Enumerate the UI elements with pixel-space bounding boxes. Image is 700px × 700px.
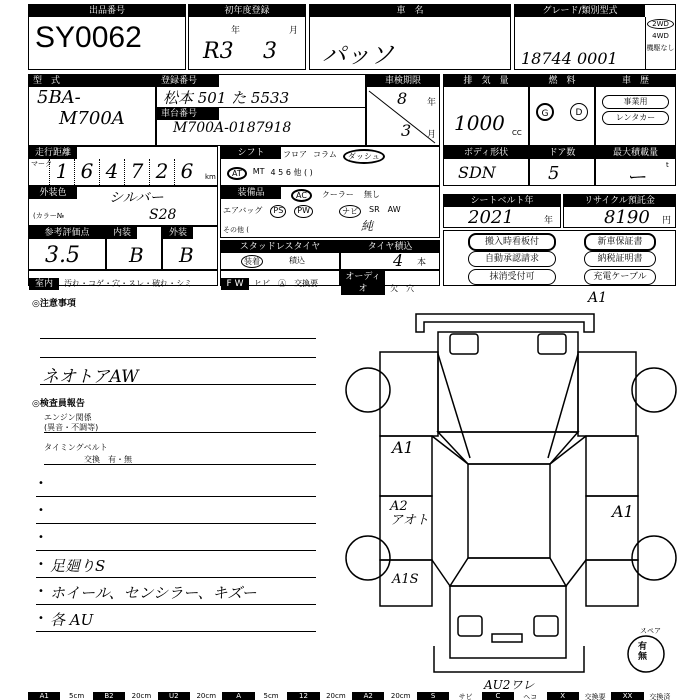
doc-cable: 充電ケーブル — [584, 269, 656, 285]
lot-number: SY0062 — [35, 21, 142, 54]
score-label: 参考評価点 — [29, 227, 105, 239]
wheel-front-left — [346, 368, 390, 412]
legend-cell: 交換済 — [649, 693, 671, 700]
bullet-dot: • — [38, 559, 44, 570]
legend-cell: 20cm — [326, 692, 346, 700]
mileage-label: 走行距離 — [29, 147, 77, 159]
doors-label: ドア数 — [530, 147, 594, 159]
wheel-front-right — [632, 368, 676, 412]
equipment-label: 装備品 — [221, 187, 281, 199]
wheel-rear-left — [346, 536, 390, 580]
model-box — [309, 4, 511, 70]
windshield-label: F W — [221, 278, 249, 290]
tires-box — [340, 240, 440, 270]
interior-value: B — [129, 243, 144, 267]
inspector-bullet — [36, 524, 316, 551]
inspection-label: 車検期限 — [367, 75, 439, 87]
doc-signboard: 搬入時看板付 — [468, 233, 556, 251]
lot-box — [28, 4, 186, 70]
tires-unit: 本 — [417, 258, 427, 268]
front-door-right — [586, 436, 638, 496]
inspection-box — [366, 74, 440, 146]
headlight-right — [538, 334, 566, 354]
mileage-digit: 2 — [149, 159, 174, 185]
inspection-month: 3 — [401, 121, 412, 140]
history-business: 事業用 — [602, 95, 669, 109]
legend-cell: 交換要 — [584, 693, 606, 700]
body-type-value: SDN — [458, 163, 496, 182]
studless-loaded: 積込 — [289, 256, 305, 265]
mileage-digit: 1 — [49, 159, 74, 185]
legend-cell: 12 — [287, 692, 319, 700]
inspector-timing-exchange: 交換 有・無 — [84, 455, 132, 464]
windshield-text: ヒビ Ⓐ 交換要 — [254, 279, 319, 288]
model-label: 車 名 — [310, 5, 510, 17]
equipment-none: 無し — [363, 190, 380, 199]
exterior-label: 外装 — [163, 227, 193, 239]
grade-value: 18744 0001 — [521, 49, 618, 68]
notes-label: ◎注意事項 — [32, 299, 76, 309]
headlight-left — [450, 334, 478, 354]
equipment-row2 — [223, 205, 401, 218]
history-box — [595, 74, 676, 146]
first-reg-month-unit: 月 — [289, 26, 299, 36]
equipment-airbag: エアバッグ — [223, 206, 263, 215]
mark-right-door: A1 — [612, 502, 634, 521]
shift-gears: 4 5 6 他 ( ) — [270, 168, 313, 177]
rear-bumper — [434, 646, 584, 672]
equipment-sr: SR — [369, 205, 380, 214]
type-box — [28, 74, 156, 146]
fuel-g: G — [536, 103, 554, 121]
bullet-dot: • — [38, 532, 44, 543]
inspector-label: ◎検査員報告 — [32, 399, 85, 409]
equipment-aw: AW — [387, 205, 401, 214]
windshield-box — [220, 270, 340, 289]
interior-notes-box — [28, 270, 218, 289]
exterior-value: B — [179, 243, 194, 267]
plate — [492, 634, 522, 642]
bullet-dot: • — [38, 505, 44, 516]
front-fender-right — [578, 352, 636, 436]
inspector-bullet — [36, 497, 316, 524]
interior-notes-label: 室内 — [29, 278, 59, 290]
mileage-digit: 6 — [174, 159, 199, 185]
doors-box — [529, 146, 595, 186]
bullet-text: ホイール、センシラー、キズー — [50, 584, 257, 602]
inspector-bullet — [36, 551, 316, 578]
legend-cell: XX — [611, 692, 643, 700]
shift-column: コラム — [313, 150, 337, 159]
lot-label: 出品番号 — [29, 5, 185, 17]
legend-cell: A — [222, 692, 254, 700]
bullet-text: 足廻りS — [50, 557, 106, 575]
color-label: 外装色 — [29, 187, 77, 199]
docs-grid — [443, 230, 676, 286]
recycle-unit: 円 — [662, 216, 672, 226]
tires-label: タイヤ積込 — [341, 241, 439, 253]
mark-top: A1 — [588, 290, 608, 306]
shift-label: シフト — [221, 147, 281, 159]
inspector-timing: タイミングベルト — [44, 443, 108, 452]
equipment-box — [220, 186, 440, 238]
first-reg-label: 初年度登録 — [189, 5, 305, 17]
interior-notes-text: 汚れ・コゲ・穴・スレ・破れ・シミ — [64, 279, 193, 288]
shift-mt: MT — [252, 167, 265, 176]
registration-value: 松本 501 た 5533 — [157, 87, 365, 108]
grade-label: グレード/類別型式 — [515, 5, 645, 17]
displacement-box — [443, 74, 529, 146]
audio-label: オーディオ — [341, 271, 385, 295]
inspector-bullets — [36, 470, 316, 632]
legend-bar — [28, 692, 676, 700]
capacity-label: 最大積載量 — [596, 147, 675, 159]
inspector-bullet — [36, 605, 316, 632]
mileage-mark: マーク — [31, 160, 52, 168]
taillight-right — [534, 616, 558, 636]
legend-cell: A1 — [28, 692, 60, 700]
legend-cell: A2 — [352, 692, 384, 700]
recycle-value: 8190 — [604, 207, 650, 228]
inspection-year: 8 — [397, 89, 408, 108]
shift-floor: フロア — [283, 150, 307, 159]
legend-cell: 5cm — [69, 692, 85, 700]
first-reg-era: R3 — [203, 39, 234, 64]
displacement-label: 排 気 量 — [444, 75, 528, 87]
inspector-engine: エンジン関係 — [44, 413, 92, 422]
chassis-value: M700A-0187918 — [173, 120, 292, 136]
bullet-dot: • — [38, 478, 44, 489]
doors-value: 5 — [548, 163, 560, 184]
legend-cell: 20cm — [390, 692, 411, 700]
hood — [438, 332, 578, 432]
grade-box — [514, 4, 676, 70]
shift-options — [283, 149, 385, 164]
equipment-other-value: 純 — [361, 219, 374, 233]
equipment-other-label: その他 ( — [223, 226, 249, 234]
tires-value: 4 — [393, 251, 404, 270]
first-reg-box — [188, 4, 306, 70]
mileage-box — [28, 146, 218, 186]
front-fender-left — [380, 352, 438, 436]
chassis-label: 車台番号 — [157, 108, 219, 120]
displacement-unit: CC — [512, 129, 522, 137]
drive-2wd: 2WD — [647, 19, 674, 29]
mark-rocker-left: A2 アオト — [390, 499, 429, 528]
audio-box — [340, 270, 440, 294]
mark-rear-left: A1S — [392, 572, 419, 587]
capacity-box — [595, 146, 676, 189]
trunk — [450, 586, 566, 658]
displacement-value: 1000 — [454, 111, 505, 135]
inspector-bullet — [36, 578, 316, 605]
doc-auto-approval: 自動承認請求 — [468, 251, 556, 267]
notes-handwritten: ネオトアAW — [42, 367, 139, 387]
inspection-month-unit: 月 — [427, 130, 437, 140]
body-type-label: ボディ形状 — [444, 147, 528, 159]
studless-mounted: 装着 — [241, 255, 263, 268]
first-reg-month: 3 — [263, 39, 277, 64]
legend-cell: S — [417, 692, 449, 700]
recycle-box — [563, 194, 676, 228]
equipment-navi: ナビ — [339, 205, 361, 218]
equipment-ac: AC — [291, 189, 312, 202]
mileage-digits — [49, 159, 199, 185]
history-label: 車 歴 — [596, 75, 675, 87]
studless-options — [241, 255, 305, 268]
doc-tax: 納税証明書 — [584, 251, 656, 267]
registration-label: 登録番号 — [157, 75, 219, 87]
body-type-box — [443, 146, 529, 186]
exterior-box — [162, 226, 218, 270]
legend-cell: U2 — [158, 692, 190, 700]
audio-text: 欠 穴 — [390, 284, 415, 293]
studless-box — [220, 240, 340, 270]
fuel-d: D — [570, 103, 588, 121]
type-line1: 5BA- — [37, 87, 81, 108]
drive-none: 機駆なし — [646, 44, 675, 52]
mileage-digit: 4 — [99, 159, 124, 185]
legend-cell: 20cm — [131, 692, 152, 700]
color-value: シルバー — [109, 190, 164, 206]
history-rental: レンタカー — [602, 111, 669, 125]
spare-label: スペア — [640, 627, 661, 635]
seatbelt-box — [443, 194, 561, 228]
inspection-year-unit: 年 — [427, 98, 437, 108]
shift-type-row — [227, 167, 313, 180]
doc-cancel: 抹消受付可 — [468, 269, 556, 285]
equipment-cooler: クーラー — [321, 190, 354, 199]
equipment-ps: PS — [270, 205, 286, 218]
shift-box — [220, 146, 440, 186]
seatbelt-label: シートベルト年 — [444, 195, 560, 207]
mileage-digit: 7 — [124, 159, 149, 185]
legend-cell: C — [482, 692, 514, 700]
interior-box — [106, 226, 162, 270]
color-no-label: (カラー№ — [33, 212, 65, 220]
roof — [468, 464, 550, 558]
inspector-bullet — [36, 470, 316, 497]
doc-warranty: 新車保証書 — [584, 233, 656, 251]
model-name: パッソ — [322, 41, 394, 69]
mileage-digit: 6 — [74, 159, 99, 185]
front-bumper — [416, 314, 594, 332]
color-box — [28, 186, 218, 226]
spare-value: 有 無 — [638, 642, 648, 662]
notes-lines — [40, 320, 316, 385]
capacity-unit: t — [666, 161, 669, 169]
rear-quarter-right — [586, 560, 638, 606]
studless-label: スタッドレスタイヤ — [221, 241, 339, 253]
mark-bottom: AU2ワレ — [484, 678, 535, 692]
drive-4wd: 4WD — [652, 32, 669, 40]
color-no: S28 — [149, 207, 177, 223]
first-reg-year-unit: 年 — [231, 26, 241, 36]
taillight-left — [458, 616, 482, 636]
registration-box — [156, 74, 366, 146]
fuel-label: 燃 料 — [530, 75, 594, 87]
legend-cell: サビ — [458, 693, 473, 700]
inspector-engine-sub: (異音・不調等) — [44, 423, 99, 432]
mark-left-door: A1 — [392, 438, 414, 457]
equipment-pw: PW — [294, 205, 313, 218]
legend-cell: 20cm — [196, 692, 217, 700]
bullet-dot: • — [38, 613, 44, 624]
score-box — [28, 226, 106, 270]
equipment-row1 — [291, 189, 380, 202]
shift-dash: ダッシュ — [343, 149, 385, 164]
bullet-text: 各 AU — [50, 611, 94, 629]
rear-window — [450, 558, 566, 586]
interior-label: 内装 — [107, 227, 137, 239]
capacity-value: ー — [626, 165, 646, 189]
type-label: 型 式 — [29, 75, 155, 87]
legend-cell: X — [547, 692, 579, 700]
inspection-slash — [367, 89, 439, 145]
fuel-box — [529, 74, 595, 146]
mileage-unit: km — [205, 173, 216, 181]
recycle-label: リサイクル預託金 — [564, 195, 675, 207]
bullet-dot: • — [38, 586, 44, 597]
score-value: 3.5 — [45, 243, 80, 268]
type-line2: M700A — [59, 108, 125, 129]
shift-at: AT — [227, 167, 247, 180]
legend-cell: ヘコ — [523, 693, 538, 700]
seatbelt-unit: 年 — [544, 216, 554, 226]
legend-cell: 5cm — [263, 692, 279, 700]
drive-column — [645, 17, 675, 69]
legend-cell: B2 — [93, 692, 125, 700]
car-diagram — [340, 296, 680, 694]
seatbelt-value: 2021 — [468, 207, 514, 228]
